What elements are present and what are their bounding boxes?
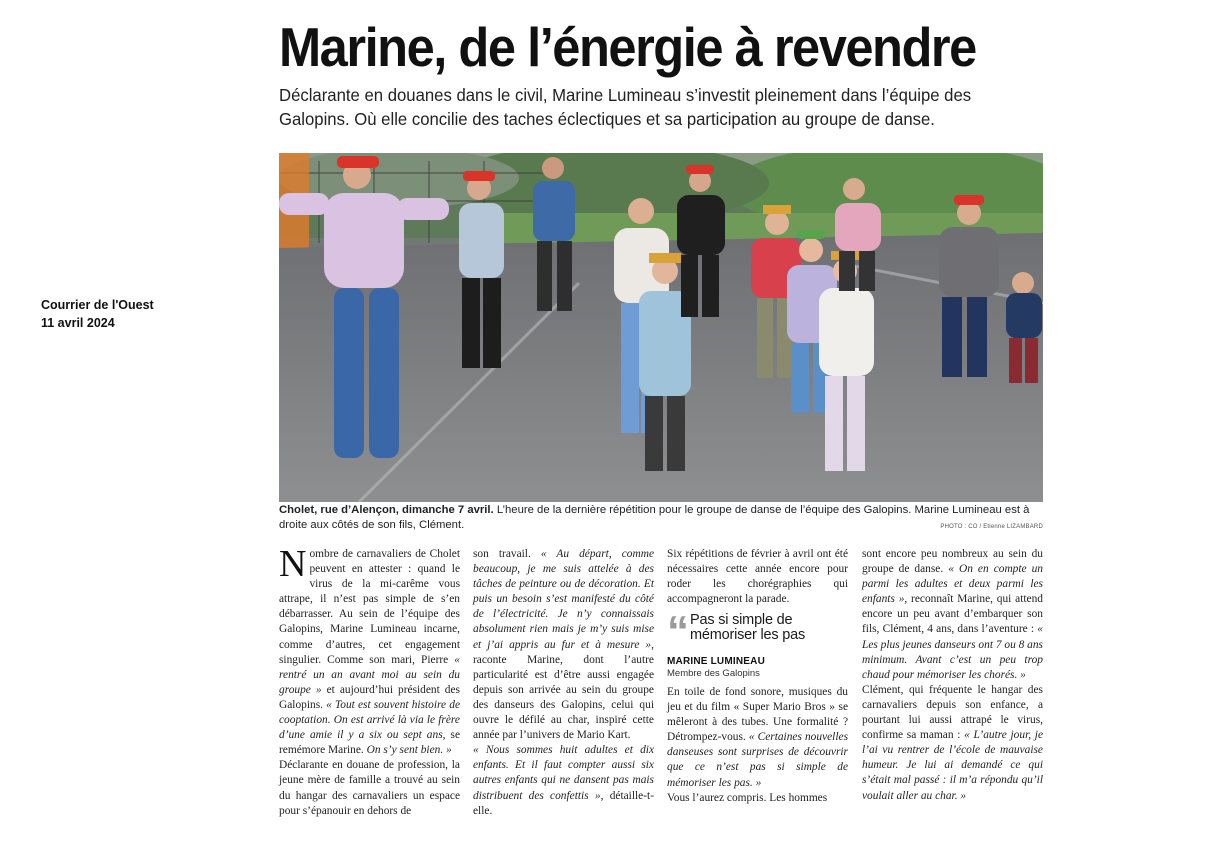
body-paragraph: Déclarante en douane de profession, la jeune mère de famille a trouvé au sein du hangar des carnavaliers un espace pour s’épanouir en dehors de xyxy=(279,759,460,817)
body-text: et aujourd’hui président des Galopins. xyxy=(279,683,460,711)
dropcap: N xyxy=(279,543,307,585)
article-column-4 xyxy=(862,547,1043,804)
quote-mark-icon: “ xyxy=(667,607,686,656)
standfirst: Déclarante en douanes dans le civil, Marine Lumineau s’investit pleinement dans l’équipe des Galopins. Où elle concilie des taches éclectiques et sa participation au groupe de danse. xyxy=(279,85,972,129)
body-text: , raconte Marine, dont l’autre particularité est d’être aussi engagée depuis son arrivée au sein du groupe des danseurs des Galopins, celui qui ouvre le défilé au char, inspiré cette année par l’univers de Mario Kart. xyxy=(473,638,654,742)
photo-credit: PHOTO : CO / Etienne LIZAMBARD xyxy=(940,524,1043,530)
quote: On s’y sent bien. » xyxy=(366,744,452,757)
article-column-2 xyxy=(473,547,654,819)
pull-quote-text: Pas si simple de mémoriser les pas xyxy=(690,612,806,643)
body-paragraph: Vous l’aurez compris. Les hommes xyxy=(667,791,828,804)
dance-group-photo xyxy=(279,153,1043,502)
quote: « Les plus jeunes danseurs ont 7 ou 8 ans minimum. Avant c’est un peu trop chaud pour mémoriser les chorés. » xyxy=(862,623,1043,681)
article-column-3-top xyxy=(667,547,848,607)
quote: « Au départ, comme beaucoup, je me suis attelée à des tâches de peinture ou de décoration. Et puis un besoin s’est manifesté du côté de l’électricité. Je n’y connaissais absolument rien mais je m’y suis mise et j’ai appris au fur et à mesure » xyxy=(473,548,655,651)
quote: « Nous sommes huit adultes et dix enfants. Et il faut compter aussi six autres enfants qui ne dansent pas mais distribuent des confettis » xyxy=(473,744,654,802)
body-text: son travail. xyxy=(473,548,541,560)
article-photo xyxy=(279,153,1043,502)
body-text: ombre de carnavaliers de Cholet peuvent en attester : quand le virus de la mi-carême vous attrape, il n’est pas simple de s’en débarrasser. Au sein de l’équipe des Galopins, Marine Lumineau incarne, comme d’autres, cet engagement singulier. Comme son mari, Pierre xyxy=(279,548,460,666)
pull-quote xyxy=(667,607,847,679)
body-text: , détaille-t-elle. xyxy=(473,789,654,817)
article-column-1 xyxy=(279,543,461,819)
caption-text: L’heure de la dernière répétition pour le groupe de danse de l’équipe des Galopins. Marine Lumineau est à droite aux côtés de son fils, Clément. xyxy=(279,504,1030,531)
caption-lead: Cholet, rue d’Alençon, dimanche 7 avril. xyxy=(279,504,494,516)
body-text: , se remémore Marine. xyxy=(279,729,461,757)
pull-quote-role: Membre des Galopins xyxy=(667,668,760,679)
quote: « Certaines nouvelles danseuses sont surprises de découvrir que ce n’est pas si simple de mémoriser les pas. » xyxy=(667,731,849,789)
publication-source xyxy=(41,296,154,332)
body-text: , reconnaît Marine, qui attend encore un peu avant d’embarquer son fils, Clément, 4 ans, dans l’aventure : xyxy=(862,593,1043,636)
photo-caption xyxy=(279,503,1043,533)
body-paragraph: Six répétitions de février à avril ont été nécessaires cette année encore pour roder les chorégraphies qui accompagneront la parade. xyxy=(667,548,848,606)
quote: « Tout est souvent histoire de cooptation. On est arrivé là via le frère d’une amie il y a six ou sept ans xyxy=(279,698,461,742)
publication-name: Courrier de l'Ouest xyxy=(41,298,154,312)
article-column-3-bottom xyxy=(667,685,848,806)
body-text: En toile de fond sonore, musiques du jeu et du film « Super Mario Bros » se mêleront à des tubes. Une formalité ? Détrompez-vous. xyxy=(667,686,848,744)
quote: « On en compte un parmi les adultes et deux parmi les enfants » xyxy=(862,563,1043,606)
quote: « rentré un an avant moi au sein du groupe » xyxy=(279,653,460,696)
body-text: Clément, qui fréquente le hangar des carnavaliers depuis son enfance, a pourtant lui aussi attrapé le virus, confirme sa maman : xyxy=(862,683,1043,742)
pull-quote-author: MARINE LUMINEAU xyxy=(667,656,765,667)
body-text: sont encore peu nombreux au sein du groupe de danse. xyxy=(862,548,1043,576)
quote: « L’autre jour, je l’ai vu rentrer de l’école de mauvaise humeur. Je lui ai demandé ce qui s’était mal passé : il m’a répondu qu’il voulait aller au char. » xyxy=(862,729,1044,802)
headline: Marine, de l’énergie à revendre xyxy=(279,16,976,78)
publication-date: 11 avril 2024 xyxy=(41,316,115,330)
